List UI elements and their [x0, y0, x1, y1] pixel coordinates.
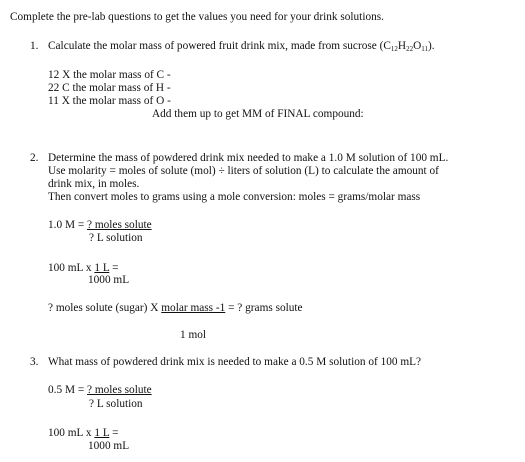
- question-2-line-4: Then convert moles to grams using a mole conversion: moles = grams/molar mass: [48, 191, 421, 203]
- question-1-text: [48, 40, 435, 53]
- oxygen-line: 11 X the molar mass of O -: [48, 95, 171, 107]
- q3-volume-equation: [48, 427, 119, 440]
- q3-molarity-equation: [48, 384, 152, 397]
- q2-conversion-denominator: 1 mol: [180, 329, 207, 341]
- q2-volume-denominator: 1000 mL: [88, 274, 130, 286]
- q3-volume-prefix: 100 mL x: [48, 427, 95, 439]
- question-3-number: 3.: [30, 356, 39, 368]
- q3-molarity-prefix: 0.5 M =: [48, 384, 88, 396]
- q2-conversion-suffix: = ? grams solute: [225, 302, 303, 314]
- question-2-line-2: Use molarity = moles of solute (mol) ÷ liters of solution (L) to calculate the amount of: [48, 165, 439, 177]
- intro-text: Complete the pre-lab questions to get the values you need for your drink solutions.: [10, 11, 384, 23]
- q2-volume-numerator: 1 L: [94, 262, 110, 274]
- question-1-text-start: Calculate the molar mass of powered fruit drink mix, made from sucrose (C: [48, 40, 391, 52]
- q2-volume-prefix: 100 mL x: [48, 262, 95, 274]
- carbon-subscript: 12: [390, 45, 398, 53]
- q2-conversion-equation: [48, 302, 303, 315]
- q2-molarity-denominator: ? L solution: [89, 232, 143, 244]
- hydrogen-line: 22 C the molar mass of H -: [48, 82, 171, 94]
- question-1-text-end: ).: [427, 40, 435, 52]
- add-up-line: Add them up to get MM of FINAL compound:: [152, 108, 364, 120]
- hydrogen-symbol: H: [397, 40, 407, 52]
- q2-molarity-prefix: 1.0 M =: [48, 219, 88, 231]
- question-3-text: What mass of powdered drink mix is needed to make a 0.5 M solution of 100 mL?: [48, 356, 422, 368]
- hydrogen-subscript: 22: [406, 45, 414, 53]
- q3-molarity-numerator: ? moles solute: [87, 384, 152, 396]
- q2-volume-suffix: =: [109, 262, 119, 274]
- q2-conversion-molar-mass: molar mass -1: [161, 302, 226, 314]
- q2-molarity-numerator: ? moles solute: [87, 219, 152, 231]
- q2-conversion-prefix: ? moles solute (sugar) X: [48, 302, 162, 314]
- q3-volume-suffix: =: [109, 427, 119, 439]
- carbon-line: 12 X the molar mass of C -: [48, 69, 171, 81]
- q2-molarity-equation: [48, 219, 152, 232]
- question-2-number: 2.: [30, 152, 39, 164]
- q3-volume-numerator: 1 L: [94, 427, 110, 439]
- q3-molarity-denominator: ? L solution: [89, 398, 143, 410]
- oxygen-subscript: 11: [421, 45, 428, 53]
- q3-volume-denominator: 1000 mL: [88, 440, 130, 452]
- oxygen-symbol: O: [413, 40, 422, 52]
- question-2-line-3: drink mix, in moles.: [48, 178, 140, 190]
- question-2-line-1: Determine the mass of powdered drink mix needed to make a 1.0 M solution of 100 mL.: [48, 152, 449, 164]
- question-1-number: 1.: [30, 40, 39, 52]
